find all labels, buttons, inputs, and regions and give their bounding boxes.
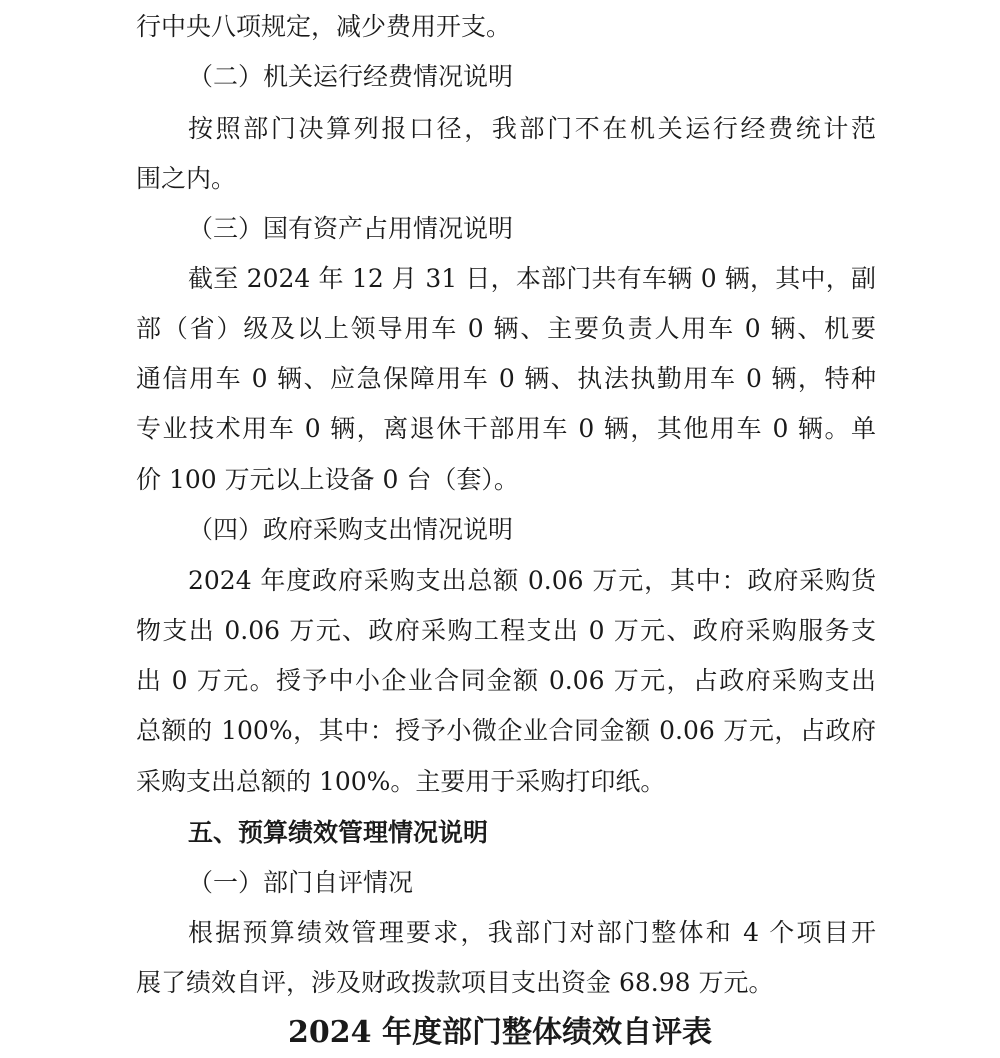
paragraph-line: 通信用车 0 辆、应急保障用车 0 辆、执法执勤用车 0 辆，特种 [136,364,876,393]
paragraph-line: 专业技术用车 0 辆，离退休干部用车 0 辆，其他用车 0 辆。单 [136,414,876,443]
paragraph-line: 围之内。 [136,164,237,193]
paragraph-line: 截至 2024 年 12 月 31 日，本部门共有车辆 0 辆，其中，副 [188,264,876,293]
table-title: 2024 年度部门整体绩效自评表 [288,1015,712,1050]
paragraph-line: 展了绩效自评，涉及财政拨款项目支出资金 68.98 万元。 [136,968,774,997]
paragraph-line: 物支出 0.06 万元、政府采购工程支出 0 万元、政府采购服务支 [136,616,876,645]
section-heading-org-operating-funds: （二）机关运行经费情况说明 [188,62,514,91]
paragraph-line: 根据预算绩效管理要求，我部门对部门整体和 4 个项目开 [188,918,876,947]
paragraph-line: 2024 年度政府采购支出总额 0.06 万元，其中：政府采购货 [188,566,876,595]
paragraph-line: 出 0 万元。授予中小企业合同金额 0.06 万元，占政府采购支出 [136,666,876,695]
paragraph-line: 行中央八项规定，减少费用开支。 [136,12,512,41]
section-heading-performance-management: 五、预算绩效管理情况说明 [188,818,489,847]
paragraph-line: 价 100 万元以上设备 0 台（套）。 [136,465,519,494]
paragraph-line: 总额的 100%，其中：授予小微企业合同金额 0.06 万元，占政府 [136,716,876,745]
section-heading-self-evaluation: （一）部门自评情况 [188,868,414,897]
paragraph-line: 采购支出总额的 100%。主要用于采购打印纸。 [136,767,666,796]
paragraph-line: 按照部门决算列报口径，我部门不在机关运行经费统计范 [188,114,876,143]
paragraph-line: 部（省）级及以上领导用车 0 辆、主要负责人用车 0 辆、机要 [136,314,876,343]
section-heading-government-procurement: （四）政府采购支出情况说明 [188,515,514,544]
section-heading-state-assets: （三）国有资产占用情况说明 [188,214,514,243]
